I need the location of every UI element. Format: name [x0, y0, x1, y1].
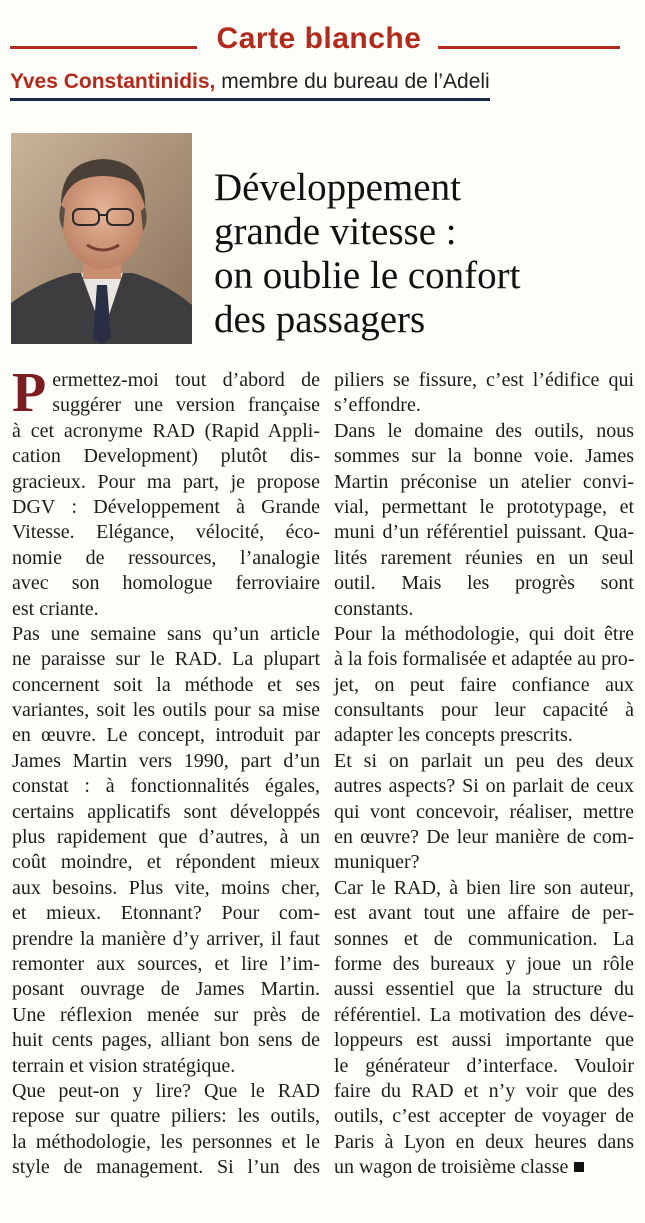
text-line: constat : à fonctionnalités égales, [12, 775, 320, 798]
headline-line: Développement [214, 166, 461, 209]
text-line: variantes, soit les outils pour sa mise [12, 699, 320, 722]
text-line: repose sur quatre piliers: les outils, [12, 1105, 320, 1128]
text-line: cation Development) plutôt dis- [12, 445, 320, 468]
text-line: nomie de ressources, l’analogie [12, 546, 320, 569]
text-line: DGV : Développement à Grande [12, 495, 320, 518]
headline-line: on oublie le confort [214, 254, 521, 297]
text-line: est criante. [12, 597, 99, 620]
text-line: Dans le domaine des outils, nous [334, 419, 634, 442]
text-line: remonter aux sources, et lire l’im- [12, 952, 320, 975]
text-line: James Martin vers 1990, part d’un [12, 749, 320, 772]
text-line: aux besoins. Plus vite, moins cher, [12, 876, 320, 899]
text-line: faire du RAD et n’y voir que des [334, 1079, 634, 1102]
text-line: sonnes et de communication. La [334, 927, 634, 950]
text-line: Car le RAD, à bien lire son auteur, [334, 876, 634, 899]
text-line: en œuvre? De leur manière de com- [334, 826, 634, 849]
text-line: plus rapidement que d’autres, à un [12, 826, 320, 849]
text-line: référentiel. La motivation des déve- [334, 1003, 634, 1026]
text-line: muniquer? [334, 851, 420, 874]
byline-rule [10, 98, 490, 101]
text-line: à cet acronyme RAD (Rapid Appli- [12, 419, 320, 442]
text-line: est avant tout une affaire de per- [334, 902, 634, 925]
text-line: vial, permettant le prototypage, et [334, 495, 634, 518]
author-role: membre du bureau de l’Adeli [215, 70, 490, 93]
article-headline [214, 166, 634, 342]
text-line: jet, on peut faire confiance aux [334, 673, 634, 696]
text-line: Pour la méthodologie, qui doit être [334, 622, 634, 645]
text-line: autres aspects? Si on parlait de ceux [334, 775, 634, 798]
rubric-rule-left [10, 46, 197, 49]
end-mark [574, 1162, 584, 1172]
text-line: aussi essentiel que la structure du [334, 978, 634, 1001]
text-line: sommes sur la bonne voie. James [334, 445, 634, 468]
text-line: suggérer une version française [52, 394, 320, 417]
text-line: style de management. Si l’un des [12, 1156, 320, 1179]
text-line: gracieux. Pour ma part, je propose [12, 470, 320, 493]
text-line: consultants pour leur capacité à [334, 699, 634, 722]
text-line: le générateur d’interface. Vouloir [334, 1054, 634, 1077]
text-line: et mieux. Etonnant? Pour com- [12, 902, 320, 925]
text-line: posant ouvrage de James Martin. [12, 978, 320, 1001]
text-line: Paris à Lyon en deux heures dans [334, 1130, 634, 1153]
text-line: un wagon de troisième classe [334, 1155, 634, 1180]
text-line: outil. Mais les progrès sont [334, 572, 634, 595]
text-line: prendre la manière d’y arriver, il faut [12, 927, 320, 950]
text-line: ermettez-moi tout d’abord de [52, 369, 320, 391]
text-line: forme des bureaux y joue un rôle [334, 952, 634, 975]
text-line: certains applicatifs sont développés [12, 800, 320, 823]
text-line: outils, c’est accepter de voyager de [334, 1105, 634, 1128]
text-line: Martin préconise un atelier convi- [334, 470, 634, 493]
text-line: avec son homologue ferroviaire [12, 572, 320, 595]
text-line: en œuvre. Le concept, introduit par [12, 724, 320, 747]
rubric-title: Carte blanche [216, 22, 422, 55]
headline-line: grande vitesse : [214, 210, 457, 253]
text-line: Pas une semaine sans qu’un article [12, 622, 320, 645]
text-line: Une réflexion menée sur près de [12, 1003, 320, 1026]
text-line: concernent soit la méthode et ses [12, 673, 320, 696]
text-line: muni d’un référentiel puissant. Qua- [334, 521, 634, 544]
text-line: piliers se fissure, c’est l’édifice qui [334, 369, 634, 391]
text-line: la méthodologie, les personnes et le [12, 1130, 320, 1153]
text-line: constants. [334, 597, 414, 620]
text-line: Et si on parlait un peu des deux [334, 749, 634, 772]
text-line: adapter les concepts prescrits. [334, 724, 573, 747]
text-line: à la fois formalisée et adaptée au pro- [334, 648, 635, 671]
author-name: Yves Constantinidis, [10, 70, 216, 93]
author-photo [11, 133, 192, 344]
text-line: terrain et vision stratégique. [12, 1054, 236, 1077]
text-line: loppeurs est aussi importante que [334, 1029, 634, 1052]
text-line: huit cents pages, alliant bon sens de [12, 1029, 320, 1052]
headline-line: des passagers [214, 298, 426, 341]
text-line: Que peut-on y lire? Que le RAD [12, 1079, 320, 1102]
text-line: Vitesse. Elégance, vélocité, éco- [12, 521, 320, 544]
text-line: s’effondre. [334, 394, 421, 417]
article-column-right [334, 368, 634, 1181]
rubric-rule-right [438, 46, 620, 49]
text-line: ne paraisse sur le RAD. La plupart [12, 648, 320, 671]
drop-cap: P [12, 362, 47, 424]
rubric-header [10, 22, 620, 56]
byline [10, 70, 492, 94]
text-line: lités rarement réunies en un seul [334, 546, 634, 569]
text-line: qui vont concevoir, réaliser, mettre [334, 800, 634, 823]
article-column-left [12, 362, 320, 1181]
text-line: coût moindre, et répondent mieux [12, 851, 320, 874]
